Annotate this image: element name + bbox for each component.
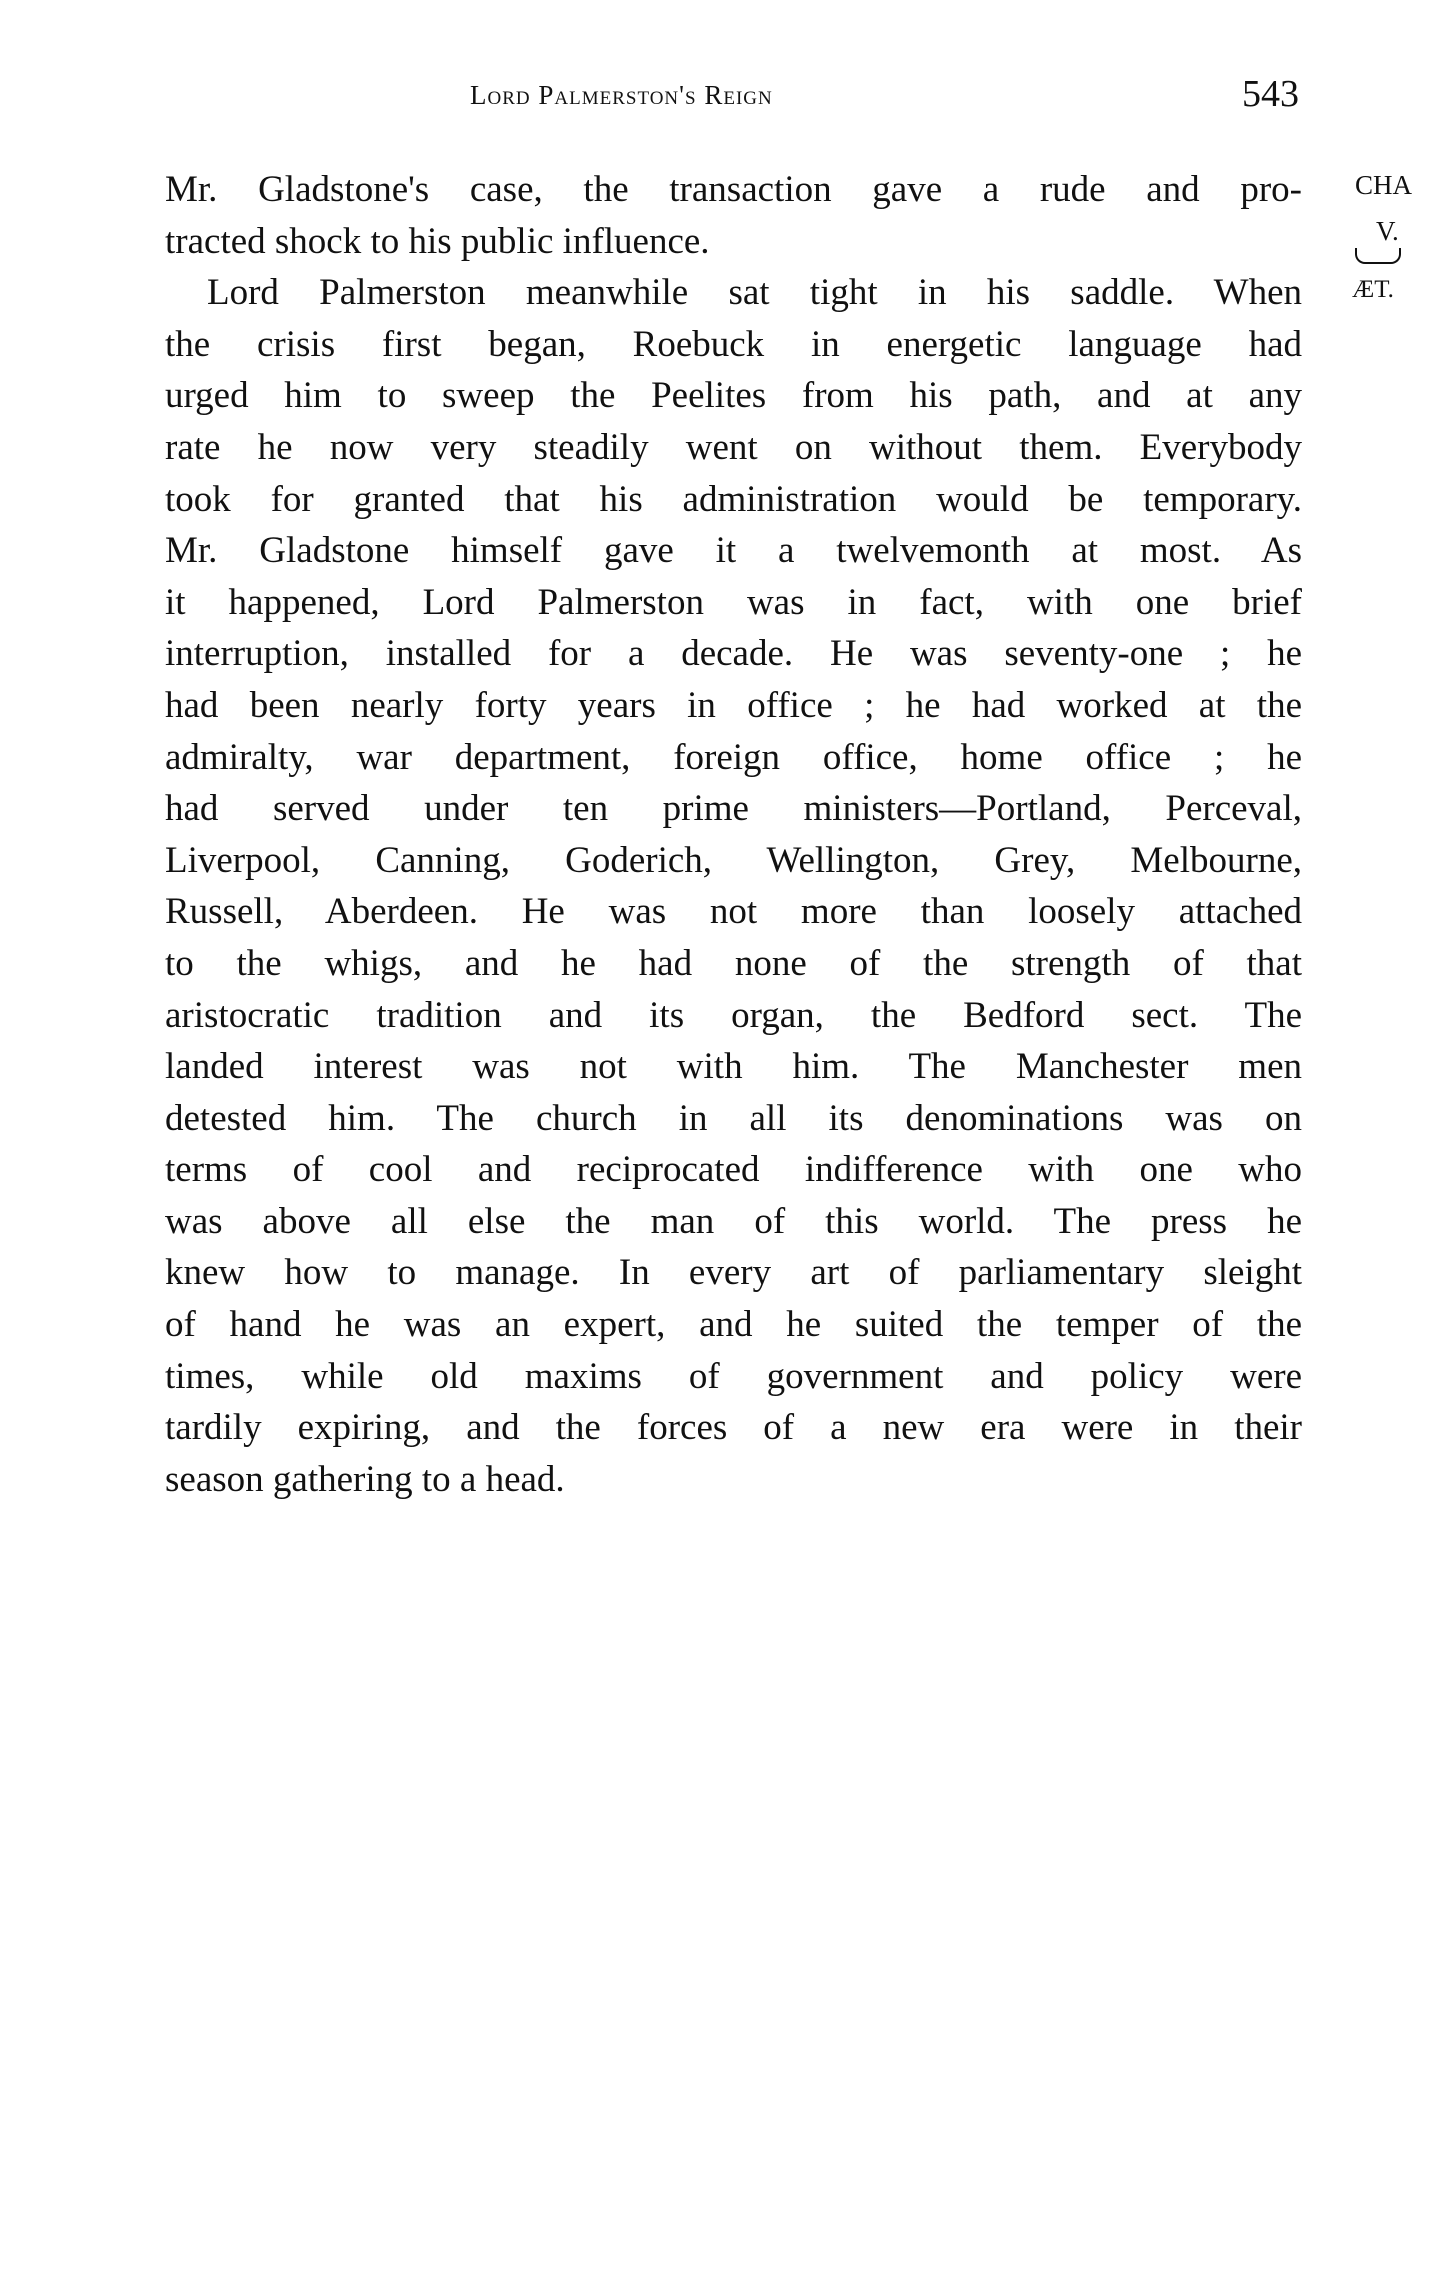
text-line: season gathering to a head. [165, 1458, 565, 1500]
text-line: took for granted that his administration would be temporary. [165, 478, 1302, 520]
text-line: tardily expiring, and the forces of a new era were in their [165, 1407, 1302, 1449]
text-line: had served under ten prime ministers—Portland, Perceval, [165, 788, 1302, 830]
text-line: had been nearly forty years in office ; he had worked at the [165, 684, 1302, 726]
text-line: detested him. The church in all its denominations was on [165, 1097, 1302, 1139]
margin-brace [1355, 248, 1401, 264]
page-number: 543 [1242, 73, 1299, 115]
text-line: Lord Palmerston meanwhile sat tight in his saddle. When [207, 272, 1302, 314]
text-line: Mr. Gladstone's case, the transaction gave a rude and pro- [165, 169, 1302, 210]
running-title: Lord Palmerston's Reign [470, 80, 773, 110]
text-line: aristocratic tradition and its organ, the Bedford sect. The [165, 994, 1302, 1036]
margin-volume: V. [1376, 216, 1399, 246]
text-line: Russell, Aberdeen. He was not more than loosely attached [165, 891, 1302, 933]
text-line: was above all else the man of this world. The press he [165, 1200, 1302, 1242]
text-line: Liverpool, Canning, Goderich, Wellington, Grey, Melbourne, [165, 839, 1302, 881]
body-text [165, 164, 1302, 1505]
margin-aetat: ÆT. [1352, 276, 1394, 303]
text-line: of hand he was an expert, and he suited the temper of the [165, 1304, 1302, 1346]
text-line: admiralty, war department, foreign office, home office ; he [165, 736, 1302, 778]
text-line: to the whigs, and he had none of the strength of that [165, 942, 1302, 984]
text-line: urged him to sweep the Peelites from his path, and at any [165, 375, 1302, 417]
text-line: rate he now very steadily went on without them. Everybody [165, 426, 1302, 468]
text-line: Mr. Gladstone himself gave it a twelvemonth at most. As [165, 530, 1302, 572]
text-line: interruption, installed for a decade. He was seventy-one ; he [165, 633, 1302, 675]
text-line: times, while old maxims of government and policy were [165, 1355, 1302, 1397]
text-line: the crisis first began, Roebuck in energetic language had [165, 323, 1302, 365]
text-line: it happened, Lord Palmerston was in fact, with one brief [165, 581, 1302, 623]
text-line: terms of cool and reciprocated indifference with one who [165, 1149, 1302, 1191]
margin-chapter: CHA [1355, 170, 1413, 200]
text-line: landed interest was not with him. The Manchester men [165, 1046, 1302, 1088]
text-line: knew how to manage. In every art of parliamentary sleight [165, 1252, 1302, 1294]
text-line: tracted shock to his public influence. [165, 220, 710, 262]
